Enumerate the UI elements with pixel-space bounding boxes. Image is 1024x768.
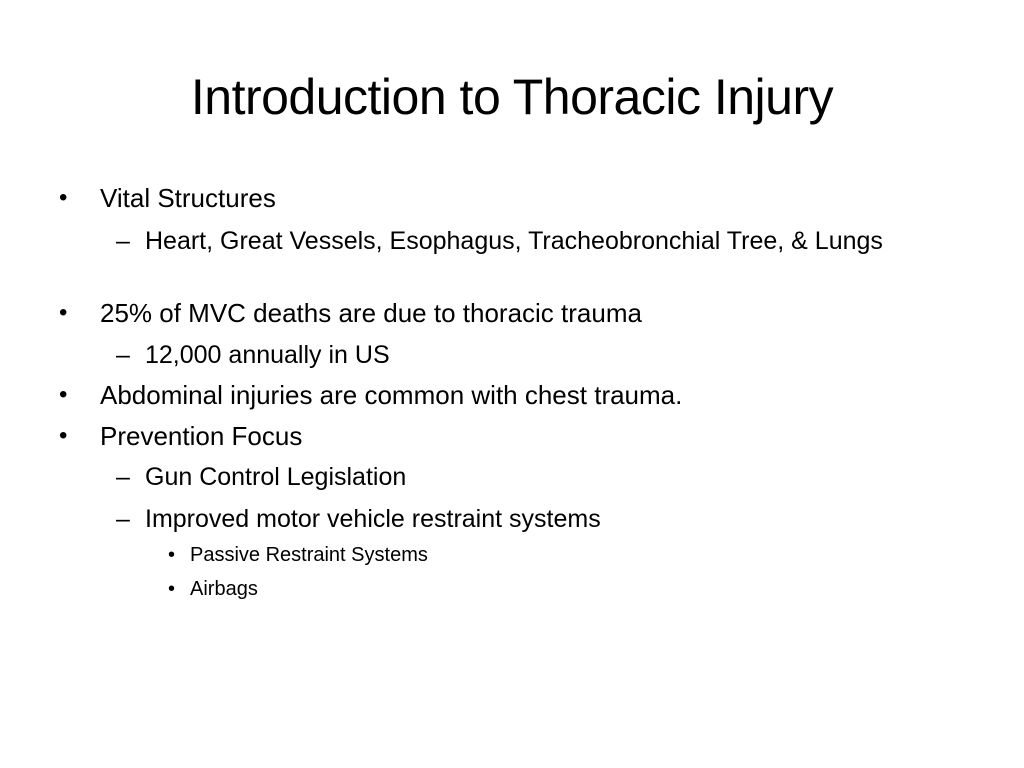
bullet-item-level1 [59,298,980,328]
dash-icon: – [116,463,130,491]
bullet-text: Prevention Focus [100,421,303,451]
bullet-icon: • [59,299,68,326]
bullet-icon: • [59,381,68,408]
bullet-item-level2 [116,462,975,492]
bullet-item-level3 [168,543,970,568]
bullet-item-level1 [59,380,980,410]
bullet-item-level1 [59,183,980,213]
bullet-item-level1 [59,421,980,451]
bullet-text: Passive Restraint Systems [190,544,428,566]
slide-title: Introduction to Thoracic Injury [190,69,834,125]
bullet-text: Heart, Great Vessels, Esophagus, Tracheobronchial Tree, & Lungs [145,227,883,255]
bullet-item-level2 [116,226,975,256]
dash-icon: – [116,227,130,255]
bullet-text: Vital Structures [100,183,276,213]
bullet-item-level2 [116,340,975,370]
bullet-text: Airbags [190,578,258,600]
dash-icon: – [116,505,130,533]
bullet-icon: • [168,578,176,600]
bullet-text: Abdominal injuries are common with chest trauma. [100,380,683,410]
bullet-item-level2 [116,504,975,534]
bullet-text: Improved motor vehicle restraint systems [145,505,601,533]
bullet-icon: • [59,184,68,211]
bullet-text: 25% of MVC deaths are due to thoracic trauma [100,298,642,328]
bullet-text: Gun Control Legislation [145,463,407,491]
bullet-icon: • [168,544,176,566]
bullet-item-level3 [168,577,970,602]
bullet-text: 12,000 annually in US [145,341,390,369]
bullet-icon: • [59,422,68,449]
dash-icon: – [116,341,130,369]
